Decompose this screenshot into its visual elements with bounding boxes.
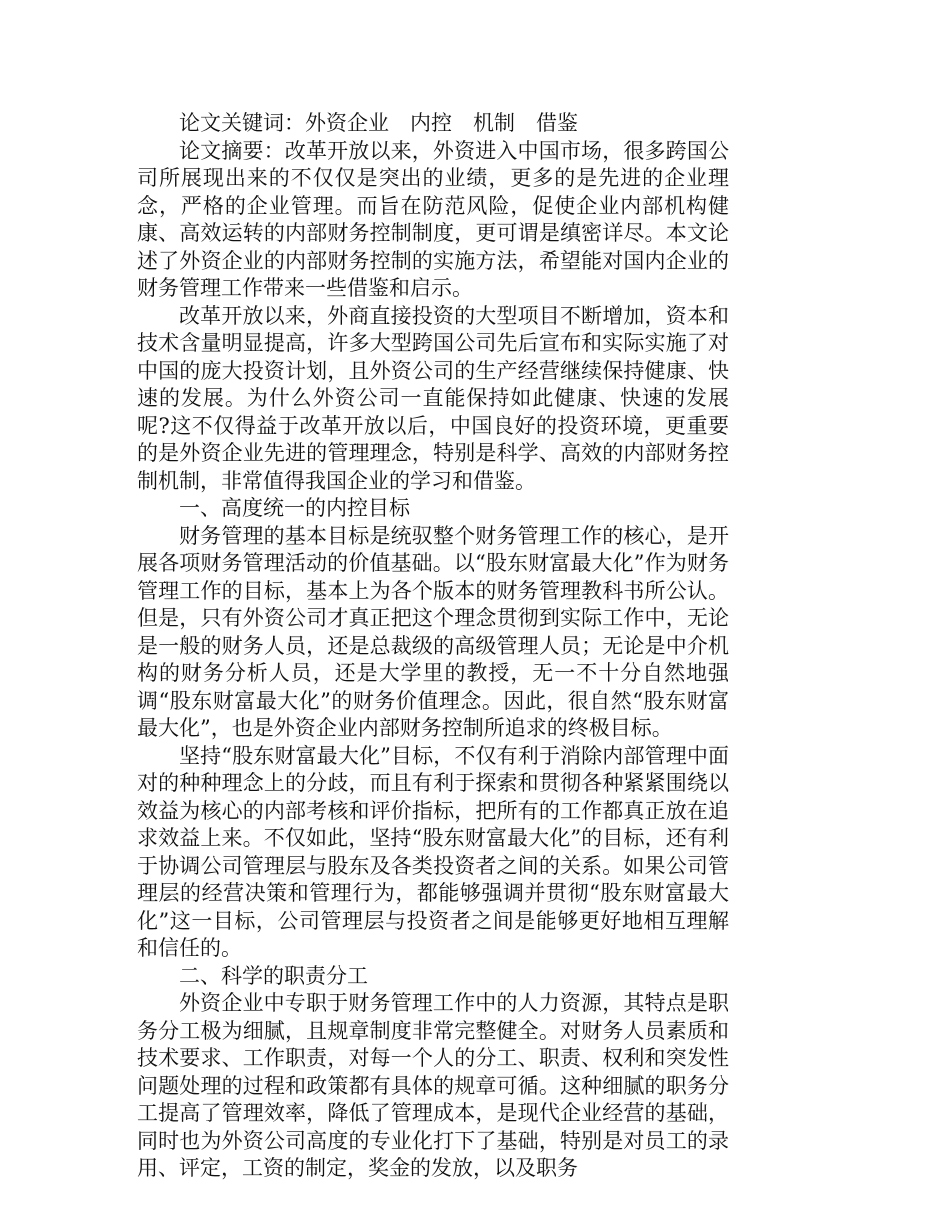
intro-paragraph: 改革开放以来，外商直接投资的大型项目不断增加，资本和技术含量明显提高，许多大型跨国公司先后宣布和实际实施了对中国的庞大投资计划，且外资公司的生产经营继续保持健康、快速的发展。为什么外资公司一直能保持如此健康、快速的发展呢?这不仅得益于改革开放以后，中国良好的投资环境，更重要的是外资企业先进的管理理念，特别是科学、高效的内部财务控制机制，非常值得我国企业的学习和借鉴。 (137, 303, 729, 493)
keywords-line: 论文关键词：外资企业 内控 机制 借鉴 (179, 111, 578, 135)
document-body (137, 110, 729, 1183)
body-paragraph: 坚持“股东财富最大化”目标，不仅有利于消除内部管理中面对的种种理念上的分歧，而且有利于探索和贯彻各种紧紧围绕以效益为核心的内部考核和评价指标，把所有的工作都真正放在追求效益上来。不仅如此，坚持“股东财富最大化”的目标，还有利于协调公司管理层与股东及各类投资者之间的关系。如果公司管理层的经营决策和管理行为，都能够强调并贯彻“股东财富最大化”这一目标，公司管理层与投资者之间是能够更好地相互理解和信任的。 (137, 743, 729, 960)
body-paragraph: 外资企业中专职于财务管理工作中的人力资源，其特点是职务分工极为细腻，且规章制度非常完整健全。对财务人员素质和技术要求、工作职责，对每一个人的分工、职责、权利和突发性问题处理的过程和政策都有具体的规章可循。这种细腻的职务分工提高了管理效率，降低了管理成本，是现代企业经营的基础，同时也为外资公司高度的专业化打下了基础，特别是对员工的录用、评定，工资的制定，奖金的发放，以及职务 (137, 991, 729, 1180)
section-heading-1: 一、高度统一的内控目标 (179, 496, 410, 520)
section-heading-2: 二、科学的职责分工 (179, 963, 368, 988)
abstract-paragraph: 论文摘要：改革开放以来，外资进入中国市场，很多跨国公司所展现出来的不仅仅是突出的业绩，更多的是先进的企业理念，严格的企业管理。而旨在防范风险，促使企业内部机构健康、高效运转的内部财务控制制度，更可谓是缜密详尽。本文论述了外资企业的内部财务控制的实施方法，希望能对国内企业的财务管理工作带来一些借鉴和启示。 (137, 138, 729, 300)
body-paragraph: 财务管理的基本目标是统驭整个财务管理工作的核心，是开展各项财务管理活动的价值基础。以“股东财富最大化”作为财务管理工作的目标，基本上为各个版本的财务管理教科书所公认。但是，只有外资公司才真正把这个理念贯彻到实际工作中，无论是一般的财务人员，还是总裁级的高级管理人员；无论是中介机构的财务分析人员，还是大学里的教授，无一不十分自然地强调“股东财富最大化”的财务价值理念。因此，很自然“股东财富最大化”，也是外资企业内部财务控制所追求的终极目标。 (137, 523, 729, 740)
